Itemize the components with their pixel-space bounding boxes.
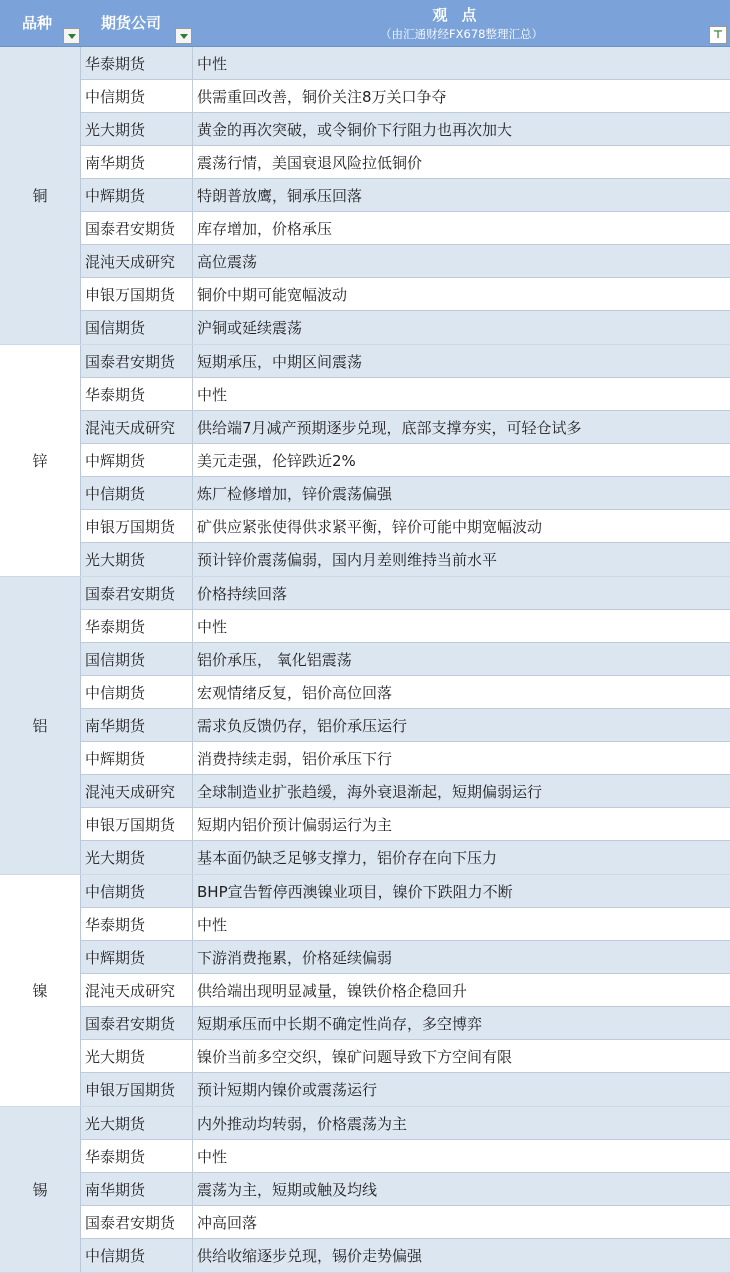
company-cell: 光大期货	[81, 841, 193, 874]
table-row	[81, 245, 730, 278]
company-cell: 南华期货	[81, 709, 193, 741]
header-company-cell	[81, 0, 193, 46]
view-cell: 特朗普放鹰，铜承压回落	[197, 186, 363, 205]
view-cell: 中性	[197, 54, 228, 73]
company-cell: 光大期货	[81, 1107, 193, 1139]
company-cell: 华泰期货	[81, 378, 193, 410]
company-cell: 国泰君安期货	[81, 212, 193, 244]
category-rows	[81, 875, 730, 1106]
table-row	[81, 411, 730, 444]
table-row	[81, 477, 730, 510]
table-row	[81, 510, 730, 543]
table-row	[81, 378, 730, 411]
company-cell: 中信期货	[81, 875, 193, 907]
category-group	[0, 345, 730, 577]
header-view-cell	[193, 0, 730, 46]
company-cell: 华泰期货	[81, 47, 193, 79]
view-cell: 供给收缩逐步兑现，锡价走势偏强	[197, 1247, 423, 1265]
company-filter-dropdown-icon[interactable]	[175, 28, 192, 44]
view-cell: 震荡为主，短期或触及均线	[197, 1180, 378, 1199]
table-row	[81, 1073, 730, 1106]
table-row	[81, 311, 730, 344]
table-row	[81, 577, 730, 610]
company-cell: 南华期货	[81, 1173, 193, 1205]
category-cell: 锡	[0, 1107, 81, 1272]
view-cell: 铜价中期可能宽幅波动	[197, 285, 348, 304]
views-table	[0, 47, 730, 1273]
table-row	[81, 146, 730, 179]
table-row	[81, 278, 730, 311]
company-cell: 南华期货	[81, 146, 193, 178]
table-row	[81, 941, 730, 974]
view-cell: 预计短期内镍价或震荡运行	[197, 1081, 378, 1099]
category-cell: 铝	[0, 577, 81, 874]
company-cell: 国泰君安期货	[81, 345, 193, 377]
table-row	[81, 841, 730, 874]
company-cell: 申银万国期货	[81, 510, 193, 542]
view-cell: 供给端7月减产预期逐步兑现，底部支撑夯实，可轻仓试多	[197, 418, 582, 437]
view-cell: 冲高回落	[197, 1213, 258, 1232]
company-cell: 光大期货	[81, 543, 193, 576]
view-cell: 高位震荡	[197, 252, 258, 271]
company-cell: 中信期货	[81, 477, 193, 509]
company-cell: 中辉期货	[81, 179, 193, 211]
table-row	[81, 808, 730, 841]
company-cell: 国信期货	[81, 643, 193, 675]
table-row	[81, 908, 730, 941]
view-cell: 铝价承压， 氧化铝震荡	[197, 650, 352, 669]
table-row	[81, 1140, 730, 1173]
table-row	[81, 543, 730, 576]
table-row	[81, 676, 730, 709]
header-company-label: 期货公司	[101, 14, 162, 32]
company-cell: 中信期货	[81, 80, 193, 112]
category-cell: 镍	[0, 875, 81, 1106]
view-cell: 沪铜或延续震荡	[197, 319, 303, 337]
view-cell: 库存增加，价格承压	[197, 219, 333, 238]
company-cell: 国信期货	[81, 311, 193, 344]
view-cell: 供给端出现明显减量，镍铁价格企稳回升	[197, 981, 468, 1000]
table-row	[81, 1206, 730, 1239]
company-cell: 华泰期货	[81, 908, 193, 940]
table-row	[81, 643, 730, 676]
view-cell: 短期承压而中长期不确定性尚存，多空博弈	[197, 1014, 483, 1033]
category-group	[0, 47, 730, 345]
company-cell: 中信期货	[81, 676, 193, 708]
view-cell: 中性	[197, 385, 228, 404]
view-cell: 黄金的再次突破，或令铜价下行阻力也再次加大	[197, 120, 513, 139]
table-row	[81, 444, 730, 477]
view-cell: 全球制造业扩张趋缓，海外衰退渐起，短期偏弱运行	[197, 782, 543, 801]
category-rows	[81, 345, 730, 576]
table-row	[81, 709, 730, 742]
header-category-cell	[0, 0, 81, 46]
company-cell: 华泰期货	[81, 1140, 193, 1172]
view-cell: 宏观情绪反复，铝价高位回落	[197, 683, 393, 702]
company-cell: 国泰君安期货	[81, 1007, 193, 1039]
view-cell: 震荡行情，美国衰退风险拉低铜价	[197, 153, 423, 172]
company-cell: 混沌天成研究	[81, 245, 193, 277]
table-row	[81, 1173, 730, 1206]
company-cell: 混沌天成研究	[81, 775, 193, 807]
company-cell: 中辉期货	[81, 941, 193, 973]
company-cell: 混沌天成研究	[81, 411, 193, 443]
table-row	[81, 212, 730, 245]
company-cell: 国泰君安期货	[81, 577, 193, 609]
table-header	[0, 0, 730, 47]
company-cell: 中辉期货	[81, 742, 193, 774]
view-cell: 短期承压，中期区间震荡	[197, 352, 363, 371]
category-cell: 铜	[0, 47, 81, 344]
company-cell: 申银万国期货	[81, 808, 193, 840]
category-group	[0, 1107, 730, 1273]
header-view-title: 观点	[432, 6, 491, 24]
view-cell: 内外推动均转弱，价格震荡为主	[197, 1114, 408, 1133]
view-cell: 下游消费拖累，价格延续偏弱	[197, 948, 393, 967]
table-row	[81, 974, 730, 1007]
view-cell: 消费持续走弱，铝价承压下行	[197, 749, 393, 768]
view-cell: 中性	[197, 915, 228, 934]
table-row	[81, 1007, 730, 1040]
category-group	[0, 577, 730, 875]
category-filter-dropdown-icon[interactable]	[63, 28, 80, 44]
company-cell: 中辉期货	[81, 444, 193, 476]
view-cell: 价格持续回落	[197, 584, 288, 603]
category-rows	[81, 577, 730, 874]
table-row	[81, 1040, 730, 1073]
table-row	[81, 345, 730, 378]
company-cell: 中信期货	[81, 1239, 193, 1272]
category-rows	[81, 47, 730, 344]
table-row	[81, 80, 730, 113]
table-row	[81, 610, 730, 643]
view-cell: 炼厂检修增加，锌价震荡偏强	[197, 484, 393, 503]
table-row	[81, 113, 730, 146]
view-cell: 中性	[197, 617, 228, 636]
table-row	[81, 47, 730, 80]
category-rows	[81, 1107, 730, 1272]
category-cell: 锌	[0, 345, 81, 576]
view-cell: 供需重回改善，铜价关注8万关口争夺	[197, 87, 447, 106]
view-cell: 预计锌价震荡偏弱，国内月差则维持当前水平	[197, 551, 498, 569]
view-cell: 短期内铝价预计偏弱运行为主	[197, 815, 393, 834]
company-cell: 光大期货	[81, 1040, 193, 1072]
view-cell: 基本面仍缺乏足够支撑力，铝价存在向下压力	[197, 849, 498, 867]
view-cell: BHP宣告暂停西澳镍业项目，镍价下跌阻力不断	[197, 882, 513, 901]
category-group	[0, 875, 730, 1107]
table-row	[81, 179, 730, 212]
header-category-label: 品种	[22, 14, 53, 32]
table-row	[81, 775, 730, 808]
company-cell: 申银万国期货	[81, 1073, 193, 1106]
view-cell: 中性	[197, 1147, 228, 1166]
table-row	[81, 742, 730, 775]
header-view-subtitle: （由汇通财经FX678整理汇总）	[380, 27, 543, 41]
filter-active-icon[interactable]: ⊤	[709, 26, 727, 44]
table-row	[81, 875, 730, 908]
view-cell: 镍价当前多空交织，镍矿问题导致下方空间有限	[197, 1047, 513, 1066]
view-cell: 矿供应紧张使得供求紧平衡，锌价可能中期宽幅波动	[197, 517, 543, 536]
view-cell: 需求负反馈仍存，铝价承压运行	[197, 716, 408, 735]
company-cell: 华泰期货	[81, 610, 193, 642]
company-cell: 光大期货	[81, 113, 193, 145]
view-cell: 美元走强，伦锌跌近2%	[197, 451, 356, 470]
table-row	[81, 1239, 730, 1272]
company-cell: 混沌天成研究	[81, 974, 193, 1006]
company-cell: 申银万国期货	[81, 278, 193, 310]
company-cell: 国泰君安期货	[81, 1206, 193, 1238]
table-row	[81, 1107, 730, 1140]
